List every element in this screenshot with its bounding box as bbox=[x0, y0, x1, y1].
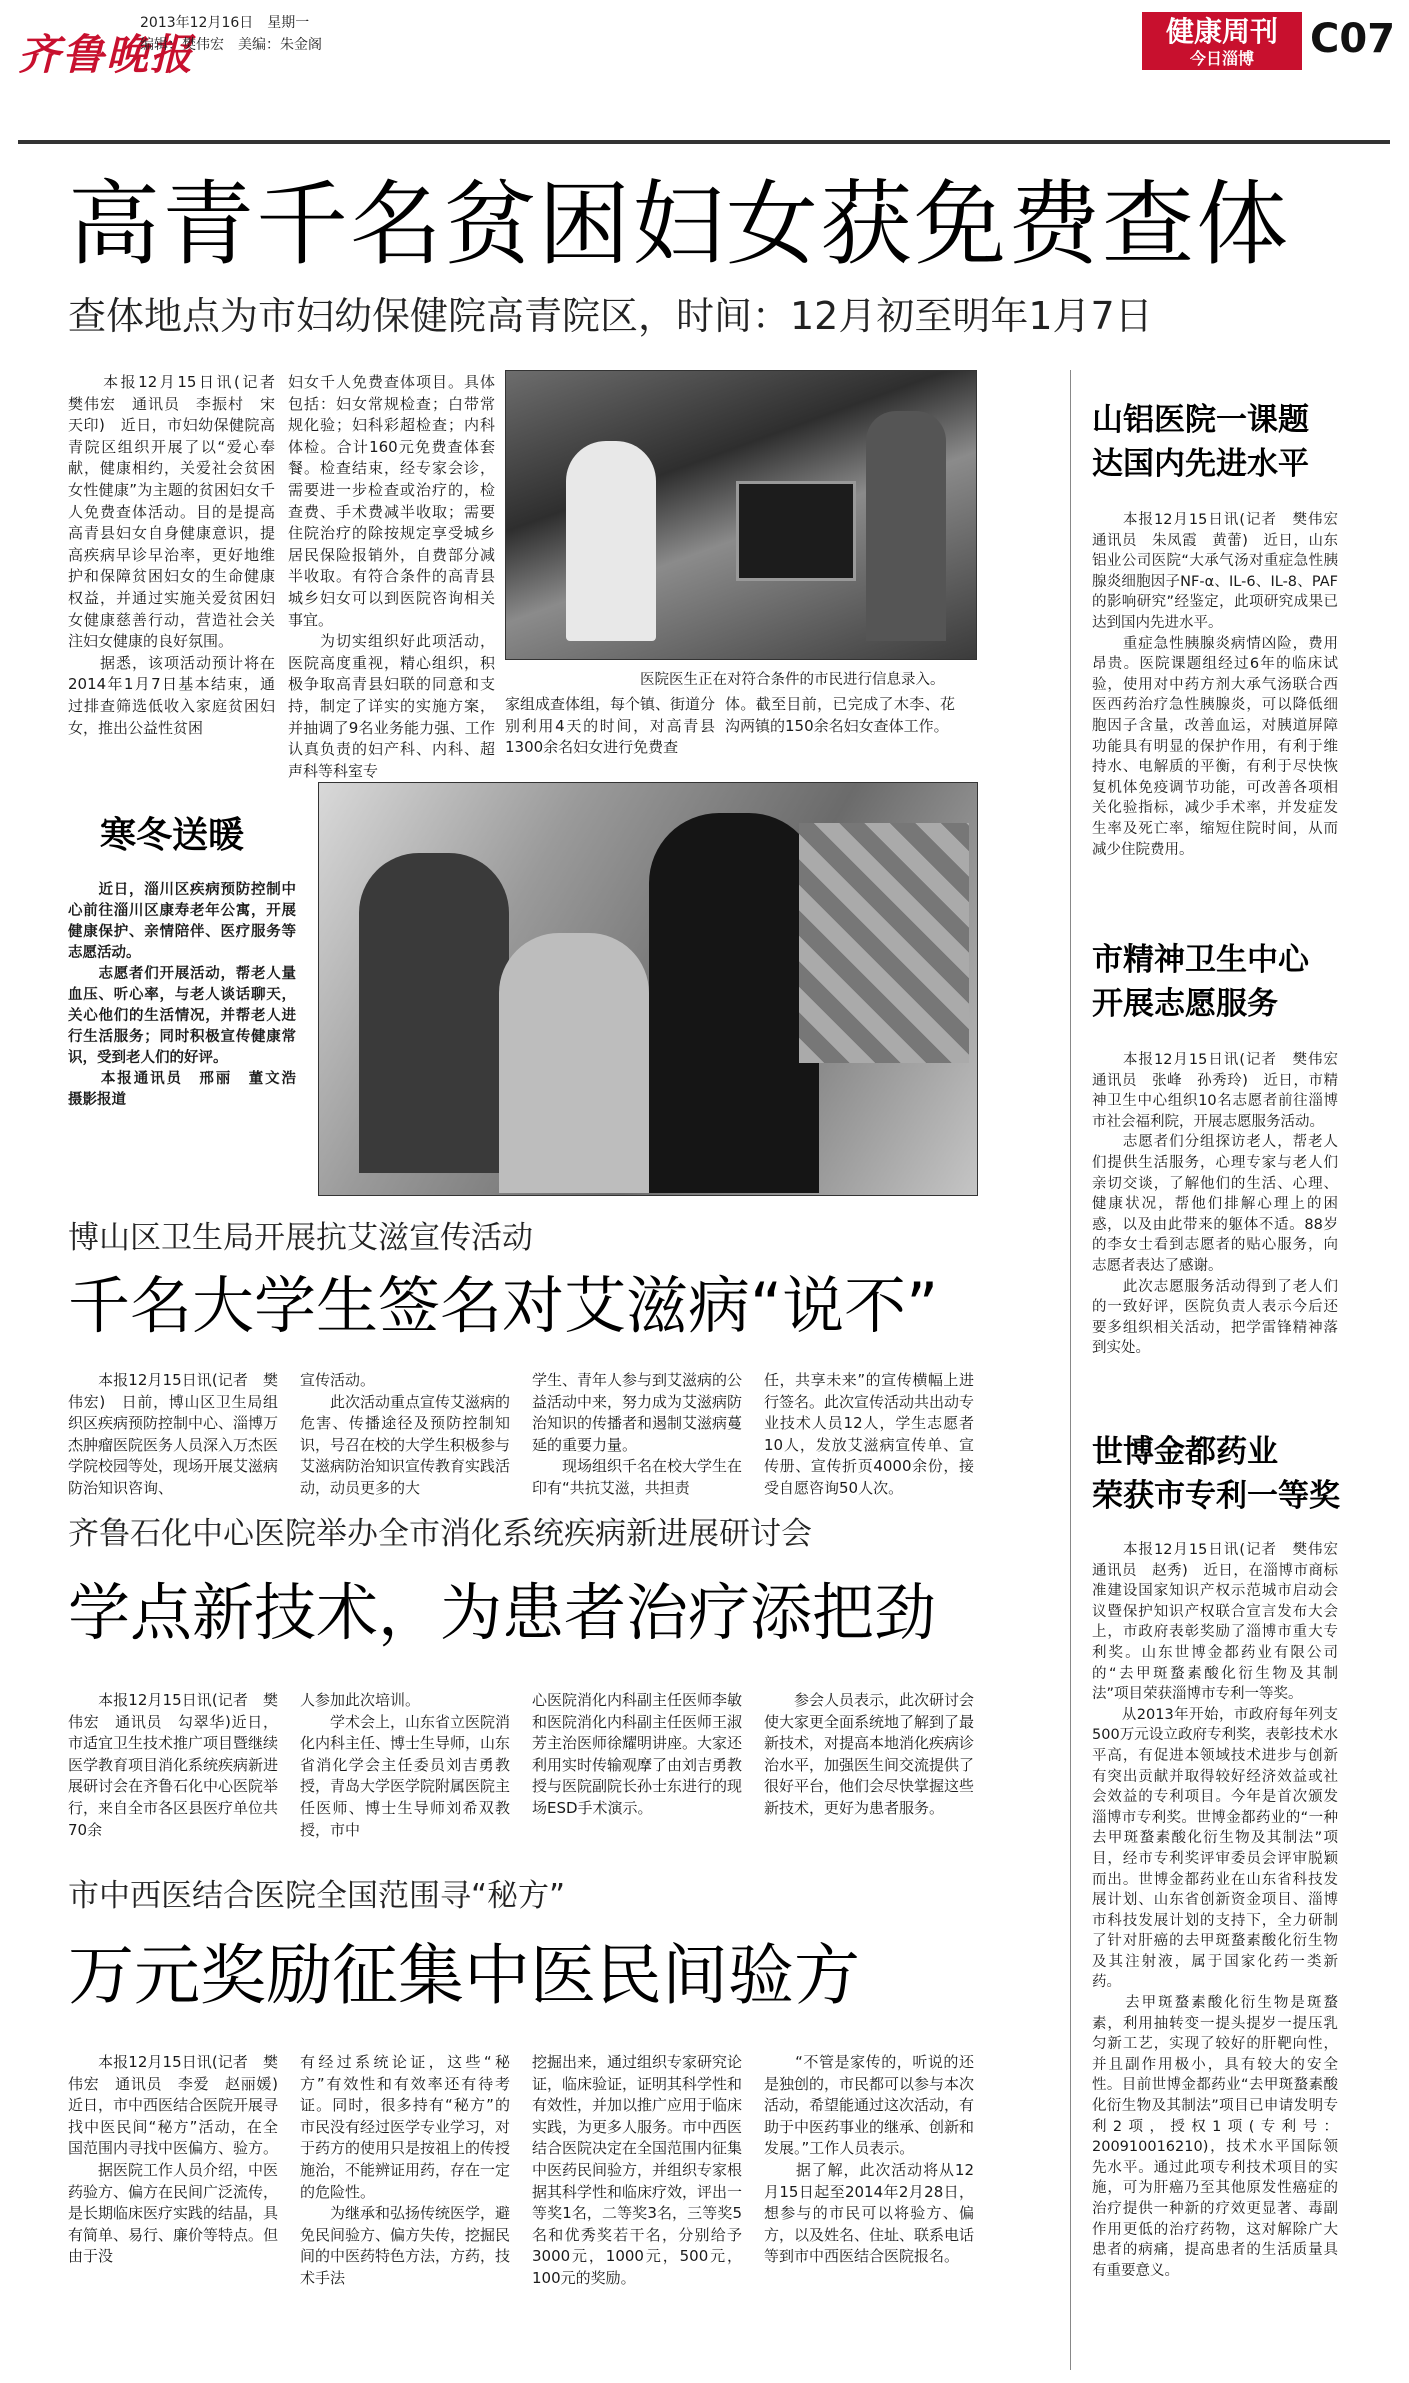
sidebar-s2-body: 本报12月15日讯(记者 樊伟宏 通讯员 张峰 孙秀玲) 近日，市精神卫生中心组织10名志愿者前往淄博市社会福利院，开展志愿服务活动。 志愿者们分组探访老人，帮老人们提供生活服务，心理专家与老人们亲切交谈，了解他们的生活、心理、健康状况，帮他们排解心理上的困惑，以及由此带来的躯体不适。88岁的李女士看到志愿者的贴心服务，向志愿者表达了感谢。 此次志愿服务活动得到了老人们的一致好评，医院负责人表示今后还要多组织相关活动，把学雷锋精神落到实处。 bbox=[1092, 1052, 1338, 1357]
gi-story-col2: 人参加此次培训。 学术会上，山东省立医院消化内科主任、博士生导师，山东省消化学会主任委员刘吉勇教授，青岛大学医学院附属医院主任医师、博士生导师刘希双教授，市中 bbox=[300, 1691, 511, 1839]
aids-story-kicker: 博山区卫生局开展抗艾滋宣传活动 bbox=[68, 1220, 533, 1256]
sidebar-s2-title-line1: 市精神卫生中心 bbox=[1092, 942, 1309, 978]
tcm-story-headline: 万元奖励征集中医民间验方 bbox=[68, 1937, 860, 2014]
gi-story-kicker: 齐鲁石化中心医院举办全市消化系统疾病新进展研讨会 bbox=[68, 1516, 812, 1552]
aids-story-col2: 宣传活动。 此次活动重点宣传艾滋病的危害、传播途径及预防控制知识，号召在校的大学生积极参与艾滋病防治知识宣传教育实践活动，动员更多的大 bbox=[300, 1371, 511, 1497]
issue-date: 2013年12月16日 bbox=[140, 15, 254, 31]
issue-weekday: 星期一 bbox=[267, 15, 310, 31]
photo-volunteer-figure bbox=[649, 813, 819, 1193]
top-story-col3: 家组成查体组，每个镇、街道分别利用4天的时间，对高青县1300余名妇女进行免费查 bbox=[505, 695, 716, 757]
tcm-story-kicker: 市中西医结合医院全国范围寻“秘方” bbox=[68, 1878, 566, 1914]
tcm-story-col3: 挖掘出来，通过组织专家研究论证，临床验证，证明其科学性和有效性，并加以推广应用于临床实践，为更多人服务。市中西医结合医院决定在全国范围内征集中医药民间验方，并组织专家根据其科学性和临床疗效，评出一等奖1名，二等奖3名，三等奖5名和优秀奖若干名，分别给予3000元，1000元，500元，100元的奖励。 bbox=[532, 2053, 743, 2287]
winter-story-body: 近日，淄川区疾病预防控制中心前往淄川区康寿老年公寓，开展健康保护、亲情陪伴、医疗服务等志愿活动。 志愿者们开展活动，帮老人量血压、听心率，与老人谈话聊天，关心他们的生活情况，并帮老人进行生活服务；同时积极宣传健康常识，受到老人们的好评。 本报通讯员 邢丽 董文浩 摄影报道 bbox=[68, 882, 296, 1108]
section-banner bbox=[1142, 12, 1396, 70]
aids-story-headline: 千名大学生签名对艾滋病“说不” bbox=[68, 1269, 939, 1342]
editor-credits: 编辑：樊伟宏 美编：朱金阁 bbox=[140, 37, 322, 53]
top-story-col2: 妇女千人免费查体项目。具体包括：妇女常规检查；白带常规化验；妇科彩超检查；内科体检。合计160元免费查体套餐。检查结束，经专家会诊，需要进一步检查或治疗的，检查费、手术费减半收取；需要住院治疗的除按规定享受城乡居民保险报销外，自费部分减半收取。有符合条件的高青县城乡妇女可以到医院咨询相关事宜。 为切实组织好此项活动，医院高度重视，精心组织，积极争取高青县妇联的同意和支持，制定了详实的实施方案，并抽调了9名业务能力强、工作认真负责的妇产科、内科、超声科等科室专 bbox=[288, 373, 495, 780]
sidebar-s2-title-line2: 开展志愿服务 bbox=[1092, 986, 1278, 1022]
top-story-col1: 本报12月15日讯(记者 樊伟宏 通讯员 李振村 宋天印) 近日，市妇幼保健院高青院区组织开展了以“爱心奉献，健康相约，关爱社会贫困女性健康”为主题的贫困妇女千人免费查体活动。目的是提高高青县妇女自身健康意识，提高疾病早诊早治率，更好地维护和保障贫困妇女的生命健康权益，并通过实施关爱贫困妇女健康慈善行动，营造社会关注妇女健康的良好氛围。 据悉，该项活动预计将在2014年1月7日基本结束，通过排查筛选低收入家庭贫困妇女，推出公益性贫困 bbox=[68, 373, 275, 737]
page-number: C07 bbox=[1310, 16, 1396, 62]
section-subtitle: 今日淄博 bbox=[1189, 49, 1254, 68]
photo-elderly-man-figure bbox=[359, 853, 509, 1173]
gi-story-headline: 学点新技术，为患者治疗添把劲 bbox=[68, 1576, 937, 1649]
photo-volunteers-elderly bbox=[318, 782, 978, 1196]
sidebar-s1-body: 本报12月15日讯(记者 樊伟宏 通讯员 朱凤霞 黄蕾) 近日，山东铝业公司医院“大承气汤对重症急性胰腺炎细胞因子NF-α、IL-6、IL-8、PAF的影响研究”经鉴定，此项研究成果已达到国内先进水平。 重症急性胰腺炎病情凶险，费用昂贵。医院课题组经过6年的临床试验，使用对中药方剂大承气汤联合西医西药治疗急性胰腺炎，可以降低细胞因子含量，改善血运，对胰道屏障功能具有明显的保护作用，有利于维持水、电解质的平衡，有利于尽快恢复机体免疫调节功能，可改善各项相关化验指标，减少手术率，并发症发生率及死亡率，缩短住院时间，从而减少住院费用。 bbox=[1092, 512, 1338, 858]
newspaper-logo: 齐鲁晚报 bbox=[18, 30, 195, 79]
masthead-rule bbox=[18, 140, 1390, 144]
gi-story-col3: 心医院消化内科副主任医师李敏和医院消化内科副主任医师王淑芳主治医师徐耀明讲座。大家还利用实时传输观摩了由刘吉勇教授与医院副院长孙士东进行的现场ESD手术演示。 bbox=[532, 1691, 743, 1817]
winter-story-headline: 寒冬送暖 bbox=[100, 815, 245, 856]
gi-story-col4: 参会人员表示，此次研讨会使大家更全面系统地了解到了最新技术，对提高本地消化疾病诊治水平，加强医生间交流提供了很好平台，他们会尽快掌握这些新技术，更好为患者服务。 bbox=[764, 1691, 975, 1817]
tcm-story-col1: 本报12月15日讯(记者 樊伟宏 通讯员 李爱 赵丽媛)近日，市中西医结合医院开展寻找中医民间“秘方”活动，在全国范围内寻找中医偏方、验方。 据医院工作人员介绍，中医药验方、偏方在民间广泛流传，是长期临床医疗实践的结晶，具有简单、易行、廉价等特点。但由于没 bbox=[68, 2053, 279, 2266]
sidebar-s1-title-line1: 山铝医院一课题 bbox=[1092, 402, 1309, 438]
photo-doctor-registration bbox=[505, 370, 977, 660]
section-label-box bbox=[1142, 12, 1302, 70]
tcm-story-col4: “不管是家传的，听说的还是独创的，市民都可以参与本次活动，希望能通过这次活动，有助于中医药事业的继承、创新和发展。”工作人员表示。 据了解，此次活动将从12月15日起至2014年2月28日，想参与的市民可以将验方、偏方，以及姓名、住址、联系电话等到市中西医结合医院报名。 bbox=[764, 2053, 975, 2266]
aids-story-col3: 学生、青年人参与到艾滋病的公益活动中来，努力成为艾滋病防治知识的传播者和遏制艾滋病蔓延的重要力量。 现场组织千名在校大学生在印有“共抗艾滋，共担责 bbox=[532, 1371, 743, 1497]
sidebar-s1-title-line2: 达国内先进水平 bbox=[1092, 446, 1309, 482]
photo-wall-pictures bbox=[799, 823, 969, 1063]
top-story-subhead: 查体地点为市妇幼保健院高青院区，时间：12月初至明年1月7日 bbox=[68, 294, 1153, 338]
top-story-photo-caption: 医院医生正在对符合条件的市民进行信息录入。 bbox=[640, 672, 945, 688]
top-story-col4: 体。截至目前，已完成了木李、花沟两镇的150余名妇女查体工作。 bbox=[725, 695, 955, 735]
gi-story-col1: 本报12月15日讯(记者 樊伟宏 通讯员 勾翠华)近日，市适宜卫生技术推广项目暨继续医学教育项目消化系统疾病新进展研讨会在齐鲁石化中心医院举行，来自全市各区县医疗单位共70余 bbox=[68, 1691, 279, 1839]
aids-story-col4: 任，共享未来”的宣传横幅上进行签名。此次宣传活动共出动专业技术人员12人，学生志愿者10人，发放艾滋病宣传单、宣传册、宣传折页4000余份，接受自愿咨询50人次。 bbox=[764, 1371, 975, 1497]
top-story-headline: 高青千名贫困妇女获免费查体 bbox=[68, 171, 1291, 278]
section-title: 健康周刊 bbox=[1165, 15, 1278, 48]
tcm-story-col2: 有经过系统论证，这些“秘方”有效性和有效率还有待考证。同时，很多持有“秘方”的市民没有经过医学专业学习，对于药方的使用只是按祖上的传授施治，不能辨证用药，存在一定的危险性。 为继承和弘扬传统医学，避免民间验方、偏方失传，挖掘民间的中医药特色方法，方药，技术手法 bbox=[300, 2053, 511, 2287]
photo-computer-monitor bbox=[736, 481, 856, 581]
photo-doctor-figure bbox=[566, 441, 656, 641]
sidebar-s3-title-line1: 世博金都药业 bbox=[1092, 1434, 1278, 1470]
photo-elderly-woman-figure bbox=[499, 933, 649, 1193]
masthead-date-line bbox=[140, 14, 309, 33]
sidebar-s3-body: 本报12月15日讯(记者 樊伟宏 通讯员 赵秀) 近日，在淄博市商标准建设国家知识产权示范城市启动会议暨保护知识产权联合宣言发布大会上，市政府表彰奖励了淄博市重大专利奖。山东世博金都药业有限公司的“去甲斑蝥素酸化衍生物及其制法”项目荣获淄博市专利一等奖。 从2013年开始，市政府每年列支500万元设立政府专利奖，表彰技术水平高，有促进本领域技术进步与创新有突出贡献并取得较好经济效益或社会效益的专利项目。今年是首次颁发淄博市专利奖。世博金都药业的“一种去甲斑蝥素酸化衍生物及其制法”项目，经市专利奖评审委员会评审脱颖而出。世博金都药业在山东省科技发展计划、山东省创新资金项目、淄博市科技发展计划的支持下，全力研制了针对肝癌的去甲斑蝥素酸化衍生物及其注射液，属于国家化药一类新药。 去甲斑蝥素酸化衍生物是斑蝥素，利用抽转变一提头提岁一提压乳匀新工艺，实现了较好的肝靶向性，并且副作用极小，具有较大的安全性。目前世博金都药业“去甲斑蝥素酸化衍生物及其制法”项目已申请发明专利2项，授权1项(专利号：200910016210)，技术水平国际领先水平。通过此项专利技术项目的实施，可为肝癌乃至其他原发性癌症的治疗提供一种新的疗效更显著、毒副作用更低的治疗药物，这对解除广大患者的病痛，提高患者的生活质量具有重要意义。 bbox=[1092, 1542, 1338, 2279]
sidebar-s3-title-line2: 荣获市专利一等奖 bbox=[1092, 1478, 1340, 1514]
photo-patient-figure bbox=[866, 411, 946, 641]
sidebar-divider bbox=[1070, 370, 1071, 2370]
aids-story-col1: 本报12月15日讯(记者 樊伟宏) 日前，博山区卫生局组织区疾病预防控制中心、淄博万杰肿瘤医院医务人员深入万杰医学院校园等处，现场开展艾滋病防治知识咨询、 bbox=[68, 1371, 279, 1497]
